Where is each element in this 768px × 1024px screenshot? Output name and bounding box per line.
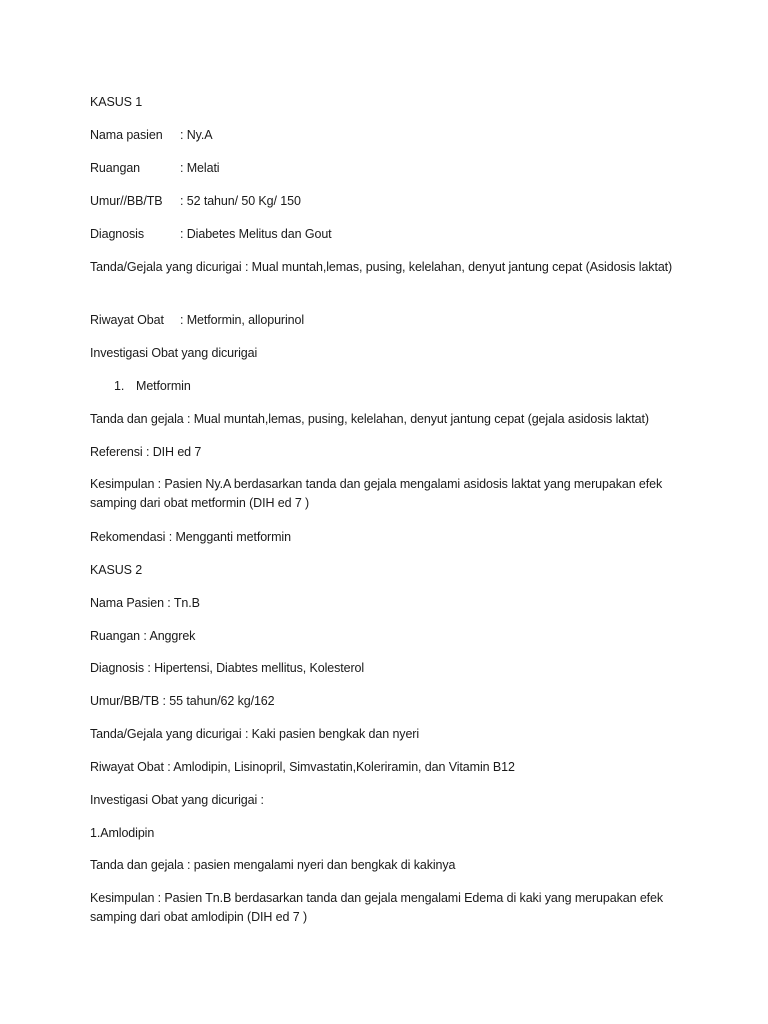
kasus2-diagnosis: Diagnosis : Hipertensi, Diabtes mellitus, Kolesterol [90,661,365,675]
kasus1-riwayat-label: Riwayat Obat [90,313,164,327]
kasus1-list-item [114,377,191,396]
kasus1-diagnosis-label: Diagnosis [90,227,144,241]
kasus1-nama-label: Nama pasien [90,128,163,142]
kasus2-heading: KASUS 2 [90,563,143,577]
kasus1-nama-row [90,126,213,145]
kasus2-kesimpulan: Kesimpulan : Pasien Tn.B berdasarkan tanda dan gejala mengalami Edema di kaki yang merupakan efek samping dari obat amlodipin (DIH ed 7 ) [90,891,664,924]
kasus1-rekomendasi: Rekomendasi : Mengganti metformin [90,530,291,544]
kasus1-tanda-dan-gejala: Tanda dan gejala : Mual muntah,lemas, pusing, kelelahan, denyut jantung cepat (gejala asidosis laktat) [90,412,649,426]
kasus2-tanda-dan-gejala: Tanda dan gejala : pasien mengalami nyeri dan bengkak di kakinya [90,858,456,872]
kasus1-diagnosis-value: : Diabetes Melitus dan Gout [180,227,332,241]
kasus1-nama-value: : Ny.A [180,128,213,142]
kasus1-ruangan-label: Ruangan [90,161,141,175]
kasus1-list-number: 1. [114,379,125,393]
kasus2-ruangan: Ruangan : Anggrek [90,629,196,643]
kasus1-heading: KASUS 1 [90,95,143,109]
kasus1-riwayat-value: : Metformin, allopurinol [180,313,305,327]
kasus2-tanda-gejala: Tanda/Gejala yang dicurigai : Kaki pasien bengkak dan nyeri [90,727,420,741]
kasus1-riwayat-row [90,311,304,330]
kasus1-list-item-name: Metformin [136,379,191,393]
kasus1-diagnosis-row [90,225,332,244]
kasus1-ruangan-row [90,159,220,178]
kasus1-ruangan-value: : Melati [180,161,220,175]
kasus1-investigasi: Investigasi Obat yang dicurigai [90,346,258,360]
kasus2-riwayat: Riwayat Obat : Amlodipin, Lisinopril, Simvastatin,Koleriramin, dan Vitamin B12 [90,760,515,774]
kasus1-tanda-gejala: Tanda/Gejala yang dicurigai : Mual muntah,lemas, pusing, kelelahan, denyut jantung cepat (Asidosis laktat) [90,260,673,274]
kasus1-kesimpulan: Kesimpulan : Pasien Ny.A berdasarkan tanda dan gejala mengalami asidosis laktat yang merupakan efek samping dari obat metformin (DIH ed 7 ) [90,477,663,510]
kasus1-umur-value: : 52 tahun/ 50 Kg/ 150 [180,194,301,208]
kasus2-list-item: 1.Amlodipin [90,826,155,840]
kasus2-nama: Nama Pasien : Tn.B [90,596,200,610]
kasus2-investigasi: Investigasi Obat yang dicurigai : [90,793,264,807]
kasus1-umur-label: Umur//BB/TB [90,194,163,208]
kasus1-referensi: Referensi : DIH ed 7 [90,445,202,459]
kasus2-umur: Umur/BB/TB : 55 tahun/62 kg/162 [90,694,275,708]
kasus1-umur-row [90,192,301,211]
